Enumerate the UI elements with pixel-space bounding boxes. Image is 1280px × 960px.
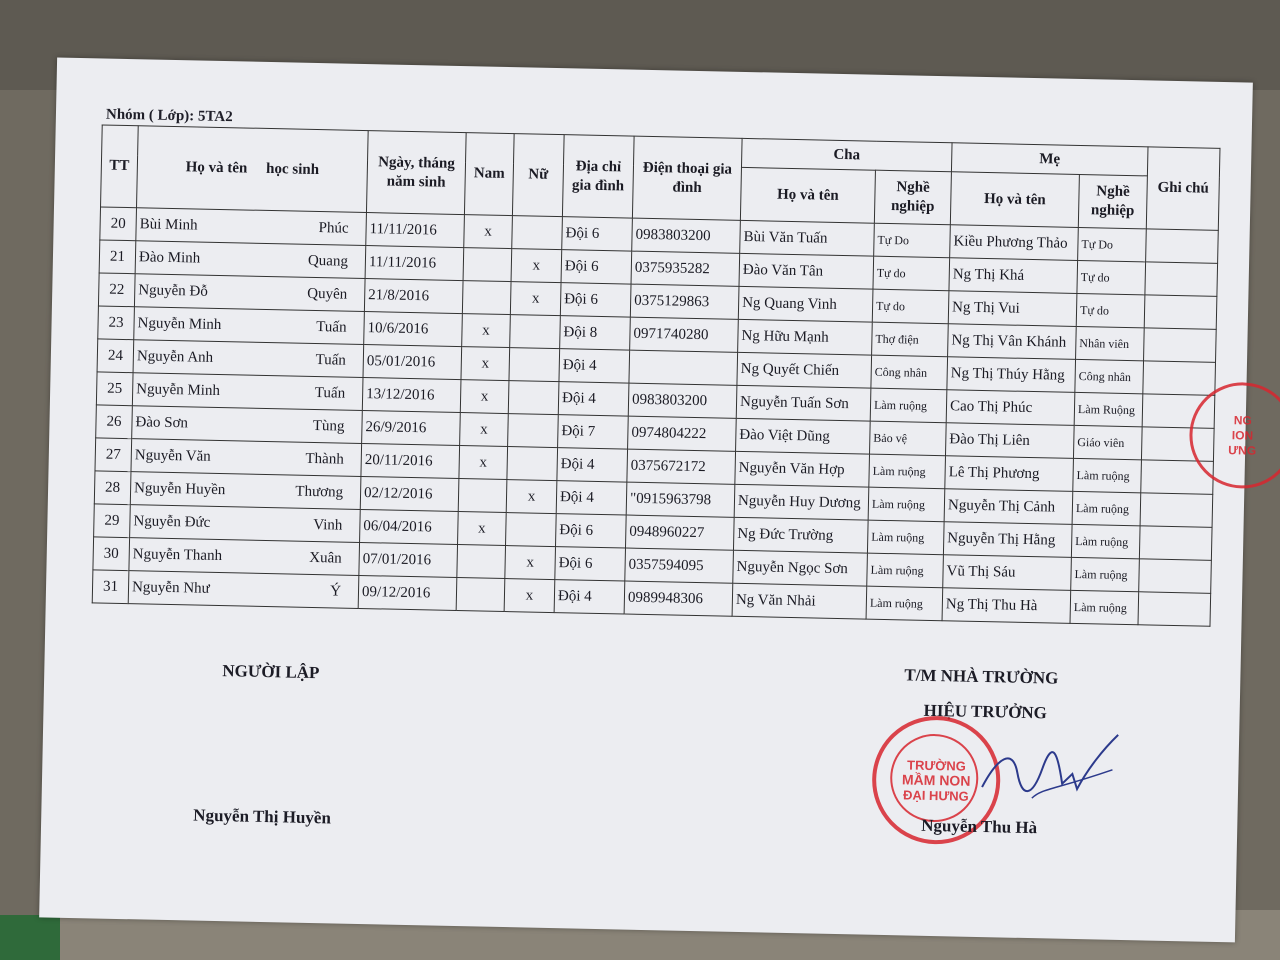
address: Đội 4 — [558, 382, 629, 416]
female-mark: x — [504, 579, 555, 613]
student-first-name: Xuân — [309, 549, 342, 567]
mother-name: Nguyễn Thị Cảnh — [944, 489, 1073, 525]
father-job: Làm ruộng — [867, 520, 944, 555]
address: Đội 4 — [559, 349, 630, 383]
header-student-name — [137, 126, 369, 213]
female-mark: x — [506, 480, 557, 514]
father-name: Ng Hữu Mạnh — [738, 319, 873, 355]
stamp-line-2: MẦM NON — [901, 770, 971, 789]
student-last-name: Đào Sơn — [135, 413, 189, 431]
group-title: Nhóm ( Lớp): 5TA2 — [105, 106, 233, 126]
phone — [629, 350, 738, 385]
father-name: Nguyễn Tuấn Sơn — [736, 385, 871, 421]
phone: 0375672172 — [627, 449, 736, 484]
partial-stamp-line-3: ƯNG — [1228, 442, 1257, 458]
student-last-name: Nguyễn Thanh — [132, 545, 223, 564]
row-number: 24 — [97, 339, 134, 373]
male-mark: x — [458, 512, 507, 546]
phone: 0983803200 — [632, 218, 741, 253]
principal-title: HIỆU TRƯỞNG — [923, 700, 1048, 723]
male-mark: x — [459, 446, 508, 480]
address: Đội 4 — [557, 448, 628, 482]
student-first-name: Tùng — [312, 417, 345, 435]
birth-date: 21/8/2016 — [364, 279, 463, 314]
father-name: Nguyễn Huy Dương — [734, 484, 869, 520]
header-tt: TT — [101, 125, 139, 208]
mother-name: Ng Thị Thúy Hằng — [947, 357, 1076, 393]
student-last-name: Nguyễn Đức — [133, 512, 211, 531]
header-phone: Điện thoại gia đình — [632, 136, 742, 220]
principal-signature — [971, 727, 1123, 820]
student-last-name: Nguyễn Minh — [136, 380, 221, 399]
mother-name: Ng Thị Vui — [948, 291, 1077, 327]
father-name: Nguyễn Văn Hợp — [735, 451, 870, 487]
stamp-line-3: ĐẠI HƯNG — [902, 786, 969, 804]
note — [1144, 295, 1217, 330]
male-mark: x — [460, 380, 509, 414]
student-last-name: Nguyễn Như — [131, 578, 210, 597]
header-note: Ghi chú — [1146, 147, 1220, 230]
mother-job: Giáo viên — [1073, 425, 1142, 459]
mother-job: Làm ruộng — [1071, 524, 1140, 558]
birth-date: 07/01/2016 — [359, 542, 458, 577]
father-job: Tự do — [872, 289, 949, 324]
father-job: Bảo vệ — [870, 421, 947, 456]
phone: "0915963798 — [626, 482, 735, 517]
phone: 0971740280 — [630, 317, 739, 352]
father-job: Làm ruộng — [867, 553, 944, 588]
principal-name: Nguyễn Thu Hà — [921, 815, 1038, 838]
father-name: Ng Đức Trường — [733, 517, 868, 553]
father-job: Làm ruộng — [866, 586, 943, 621]
mother-name: Ng Thị Khá — [949, 258, 1078, 294]
header-father-job: Nghề nghiệp — [874, 170, 951, 225]
mother-job: Tự do — [1077, 260, 1146, 294]
partial-stamp-line-2: ION — [1231, 427, 1254, 443]
row-number: 20 — [100, 207, 137, 241]
header-mother-name: Họ và tên — [950, 172, 1079, 228]
mother-name: Lê Thị Phương — [945, 456, 1074, 492]
student-last-name: Bùi Minh — [139, 215, 198, 234]
address: Đội 6 — [560, 283, 631, 317]
student-last-name: Nguyễn Minh — [137, 314, 222, 333]
mother-name: Kiều Phương Thảo — [950, 225, 1079, 261]
address: Đội 6 — [555, 547, 626, 581]
row-number: 22 — [98, 273, 135, 307]
student-last-name: Nguyễn Văn — [134, 446, 211, 465]
mother-job: Tự do — [1076, 293, 1145, 327]
birth-date: 05/01/2016 — [363, 345, 462, 380]
row-number: 21 — [99, 240, 136, 274]
father-name: Đào Văn Tân — [739, 253, 874, 289]
note — [1139, 559, 1212, 594]
birth-date: 02/12/2016 — [360, 476, 459, 511]
birth-date: 26/9/2016 — [362, 410, 461, 445]
mother-name: Nguyễn Thị Hằng — [943, 522, 1072, 558]
header-mother: Mẹ — [951, 143, 1148, 176]
row-number: 26 — [96, 405, 133, 439]
birth-date: 09/12/2016 — [358, 575, 457, 610]
phone: 0375935282 — [631, 251, 740, 286]
birth-date: 10/6/2016 — [364, 312, 463, 347]
male-mark — [456, 578, 505, 612]
student-first-name: Thương — [295, 483, 344, 501]
header-address: Địa chỉ gia đình — [562, 135, 634, 218]
female-mark — [512, 216, 563, 250]
header-student-name-a: Họ và tên — [185, 159, 248, 177]
phone: 0983803200 — [628, 383, 737, 418]
father-job: Thợ điện — [872, 322, 949, 357]
header-dob: Ngày, tháng năm sinh — [366, 131, 466, 215]
note — [1138, 592, 1211, 627]
student-name — [129, 538, 360, 576]
student-name — [133, 340, 364, 378]
student-name — [136, 208, 367, 246]
note — [1145, 262, 1218, 297]
document-page — [39, 58, 1257, 943]
student-name — [132, 373, 363, 411]
phone: 0375129863 — [630, 284, 739, 319]
mother-name: Ng Thị Vân Khánh — [948, 324, 1077, 360]
phone: 0974804222 — [628, 416, 737, 451]
student-name — [134, 307, 365, 345]
male-mark: x — [462, 314, 511, 348]
student-last-name: Nguyễn Đỗ — [138, 281, 209, 300]
note — [1144, 328, 1217, 363]
header-row-1 — [102, 125, 1220, 177]
mother-job: Làm ruộng — [1070, 590, 1139, 624]
row-number: 28 — [94, 471, 131, 505]
female-mark — [508, 381, 559, 415]
student-last-name: Đào Minh — [138, 248, 201, 267]
mother-job: Nhân viên — [1076, 326, 1145, 360]
student-name — [131, 439, 362, 477]
father-job: Công nhân — [871, 355, 948, 390]
father-name: Ng Văn Nhải — [732, 583, 867, 619]
row-number: 30 — [93, 537, 130, 571]
birth-date: 11/11/2016 — [366, 213, 465, 248]
header-male: Nam — [464, 133, 514, 216]
male-mark — [463, 248, 512, 282]
female-mark — [506, 513, 557, 547]
phone: 0989948306 — [624, 581, 733, 616]
student-first-name: Quyên — [307, 285, 348, 303]
phone: 0357594095 — [625, 548, 734, 583]
school-title: T/M NHÀ TRƯỜNG — [904, 665, 1059, 688]
student-name — [128, 571, 359, 609]
mother-name: Đào Thị Liên — [945, 423, 1074, 459]
address: Đội 6 — [556, 514, 627, 548]
student-first-name: Tuấn — [316, 318, 347, 336]
stamp-line-1: TRƯỜNG — [907, 756, 967, 774]
header-father-name: Họ và tên — [740, 167, 875, 223]
mother-job: Làm ruộng — [1073, 458, 1142, 492]
male-mark: x — [460, 413, 509, 447]
female-mark: x — [510, 282, 561, 316]
row-number: 27 — [95, 438, 132, 472]
header-female: Nữ — [512, 134, 564, 217]
address: Đội 6 — [561, 250, 632, 284]
father-name: Ng Quang Vinh — [738, 286, 873, 322]
roster-body — [92, 207, 1218, 626]
male-mark — [458, 479, 507, 513]
student-name — [130, 505, 361, 543]
male-mark — [462, 281, 511, 315]
female-mark — [509, 348, 560, 382]
student-first-name: Tuấn — [315, 351, 347, 369]
father-job: Tự do — [873, 256, 950, 291]
father-name: Ng Quyết Chiến — [737, 352, 872, 388]
student-first-name: Thành — [305, 450, 344, 468]
note — [1146, 229, 1219, 264]
address: Đội 8 — [560, 316, 631, 350]
father-job: Làm ruộng — [870, 388, 947, 423]
row-number: 23 — [98, 306, 135, 340]
address: Đội 4 — [554, 580, 625, 614]
birth-date: 11/11/2016 — [365, 246, 464, 281]
address: Đội 7 — [558, 415, 629, 449]
mother-job: Công nhân — [1075, 359, 1144, 393]
header-father: Cha — [741, 138, 952, 171]
address: Đội 4 — [556, 481, 627, 515]
mother-name: Cao Thị Phúc — [946, 390, 1075, 426]
note — [1139, 526, 1212, 561]
student-name — [135, 241, 366, 279]
background-green-object — [0, 915, 60, 960]
student-name — [134, 274, 365, 312]
phone: 0948960227 — [625, 515, 734, 550]
female-mark — [510, 315, 561, 349]
student-first-name: Tuấn — [314, 384, 346, 402]
female-mark: x — [505, 546, 556, 580]
mother-job: Làm ruộng — [1071, 557, 1140, 591]
female-mark — [508, 414, 559, 448]
birth-date: 13/12/2016 — [362, 378, 461, 413]
mother-job: Làm Ruộng — [1074, 392, 1143, 426]
student-name — [132, 406, 363, 444]
female-mark — [507, 447, 558, 481]
row-number: 31 — [92, 570, 129, 604]
father-name: Nguyễn Ngọc Sơn — [733, 550, 868, 586]
birth-date: 20/11/2016 — [361, 443, 460, 478]
student-last-name: Nguyễn Huyền — [133, 479, 226, 498]
male-mark: x — [461, 347, 510, 381]
preparer-title: NGƯỜI LẬP — [222, 661, 320, 683]
female-mark: x — [511, 249, 562, 283]
mother-name: Vũ Thị Sáu — [943, 555, 1072, 591]
partial-stamp-line-1: NG — [1233, 412, 1252, 428]
male-mark: x — [464, 215, 513, 249]
student-first-name: Quang — [307, 252, 349, 270]
birth-date: 06/04/2016 — [360, 509, 459, 544]
preparer-name: Nguyễn Thị Huyền — [193, 805, 332, 828]
father-name: Đào Việt Dũng — [736, 418, 871, 454]
mother-job: Tự Do — [1078, 227, 1147, 261]
student-first-name: Vinh — [313, 516, 343, 534]
note — [1143, 361, 1216, 396]
father-job: Làm ruộng — [869, 454, 946, 489]
father-name: Bùi Văn Tuấn — [740, 220, 875, 256]
row-number: 29 — [94, 504, 131, 538]
student-name — [130, 472, 361, 510]
mother-job: Làm ruộng — [1072, 491, 1141, 525]
header-mother-job: Nghề nghiệp — [1078, 174, 1147, 228]
student-roster-table — [92, 124, 1221, 626]
student-last-name: Nguyễn Anh — [136, 347, 214, 366]
row-number: 25 — [96, 372, 133, 406]
address: Đội 6 — [562, 217, 633, 251]
father-job: Làm ruộng — [868, 487, 945, 522]
student-first-name: Phúc — [318, 219, 349, 237]
header-student-name-b: học sinh — [265, 160, 320, 179]
note — [1140, 493, 1213, 528]
mother-name: Ng Thị Thu Hà — [942, 588, 1071, 624]
father-job: Tự Do — [874, 223, 951, 258]
student-first-name: Ý — [330, 582, 342, 600]
male-mark — [457, 545, 506, 579]
